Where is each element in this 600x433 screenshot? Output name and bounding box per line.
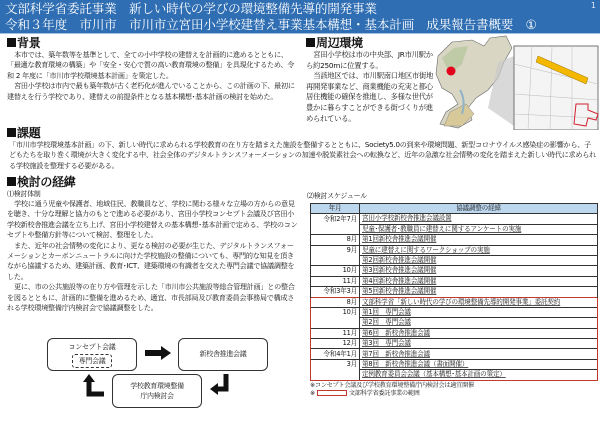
column-header-month: 年月 — [311, 204, 360, 214]
schedule-month-cell: 令和2年7月 — [311, 214, 360, 224]
schedule-row — [311, 266, 598, 276]
schedule-month-cell: 令和4年1月 — [311, 349, 360, 359]
issue-text: 「市川市学校環境基本計画」の下、新しい時代に求められる学校教育の在り方を踏まえた施設を整備するとともに、Society5.0の到来や環境問題、新型コロナウイルス感染症の影響から、子どもたちを取り巻く環境が大きく変化する中、社会全体のデジタルトランスフォーメーションの加速や脱炭素社会への転換など、近年の急激な社会情勢の変化を踏まえた新しい時代に求められる学校施設を整理する必要がある。 — [9, 140, 596, 170]
schedule-event-cell: 第1回 専門会議 — [360, 307, 598, 317]
schedule-table-body — [311, 214, 598, 380]
square-bullet-icon — [7, 128, 16, 137]
schedule-event-cell: 第7回 新校舎推進会議 — [360, 349, 598, 359]
city-map-south — [444, 104, 474, 126]
internal-review-label-2: 庁内検討会 — [140, 392, 174, 400]
schedule-event-cell: 児童に建替えに関するワークショップの実施 — [360, 245, 598, 255]
schedule-event-cell: 第1回新校舎推進会議開催 — [360, 235, 598, 245]
area-map-image — [432, 34, 600, 130]
schedule-row — [311, 370, 598, 380]
arrow-right-icon — [145, 346, 171, 360]
schedule-month-cell: 10月 — [311, 307, 360, 317]
schedule-row — [311, 359, 598, 369]
schedule-month-cell: 12月 — [311, 339, 360, 349]
page-number: 1 — [590, 1, 596, 10]
school-location-marker — [447, 67, 456, 76]
concept-meeting-box — [47, 338, 137, 371]
schedule-event-cell: 定例教育委員会会議（基本構想･基本計画の策定） — [360, 370, 598, 380]
concept-meeting-label: コンセプト会議 — [68, 343, 116, 351]
schedule-event-cell: 文部科学省「新しい時代の学びの環境整備先導的開発事業」委託契約 — [360, 297, 598, 307]
schedule-row — [311, 224, 598, 234]
schedule-row — [311, 349, 598, 359]
schedule-note-2: ※ 文部科学省委託事業の範囲 — [310, 389, 420, 397]
schedule-event-cell: 第3回新校舎推進会議開催 — [360, 266, 598, 276]
square-bullet-icon — [306, 38, 315, 47]
schedule-row — [311, 307, 598, 317]
schedule-event-cell: 第5回新校舎推進会議開催 — [360, 287, 598, 297]
schedule-month-cell — [311, 318, 360, 328]
schedule-note-1: ※コンセプト会議及び学校教育環境整備庁内検討会は適宜開催 — [310, 381, 474, 389]
promotion-meeting-box — [178, 338, 268, 371]
schedule-row — [311, 276, 598, 286]
history-heading: 検討の経緯 — [7, 176, 299, 189]
schedule-month-cell: 3月 — [311, 359, 360, 369]
history-paragraph-3: 更に、市の公共施設等の在り方や管理を示した「市川市公共施設等総合管理計画」との整合を図るとともに、計画的に整備を進めるため、適宜、市長部局及び教育委員会事務局で構成される学校環境整備庁内検討会で協議調整をした。 — [7, 282, 295, 313]
column-header-event: 協議調整の経緯 — [360, 204, 598, 214]
issue-heading: 課題 — [7, 127, 597, 140]
schedule-header-row — [311, 204, 598, 214]
schedule-month-cell — [311, 370, 360, 380]
arrow-down-left-icon — [210, 374, 234, 398]
schedule-row — [311, 297, 598, 307]
schedule-month-cell: 9月 — [311, 245, 360, 255]
schedule-event-cell: 第2回新校舎推進会議開催 — [360, 255, 598, 265]
schedule-month-cell: 11月 — [311, 276, 360, 286]
schedule-event-cell: 宮田小学校新校舎推進会議設置 — [360, 214, 598, 224]
schedule-row — [311, 235, 598, 245]
schedule-event-cell: 第2回 専門会議 — [360, 318, 598, 328]
schedule-event-cell: 第6回 新校舎推進会議 — [360, 328, 598, 338]
arrow-up-left-icon — [82, 374, 106, 398]
expert-meeting-box: 専門会議 — [72, 354, 113, 368]
background-heading: 背景 — [7, 37, 297, 50]
schedule-month-cell: 11月 — [311, 328, 360, 338]
schedule-section — [307, 192, 597, 399]
environment-paragraph-2: 当該地区では、市川駅南口地区市街地再開発事業など、商業機能の充実と都心居住機能の確保を推進し、多様な世代が豊かに暮らすことができる街づくりが進められている。 — [306, 71, 434, 123]
schedule-event-cell: 第8回 新校舎推進会議（書面開催） — [360, 359, 598, 369]
mext-range-legend-swatch — [317, 390, 347, 396]
schedule-row — [311, 339, 598, 349]
schedule-month-cell: 8月 — [311, 297, 360, 307]
schedule-month-cell: 令和3年3月 — [311, 287, 360, 297]
background-section — [7, 37, 297, 102]
header-title-line1: 文部科学省委託事業 新しい時代の学びの環境整備先導的開発事業 — [5, 1, 377, 16]
environment-heading: 周辺環境 — [306, 37, 434, 50]
schedule-table — [310, 203, 598, 381]
internal-review-box — [112, 374, 202, 408]
schedule-row — [311, 318, 598, 328]
page-header — [0, 0, 600, 33]
schedule-event-cell: 第3回 専門会議 — [360, 339, 598, 349]
schedule-month-cell — [311, 255, 360, 265]
background-paragraph-1: 本市では、築年数等を基準として、全ての小中学校の建替えを計画的に進めるとともに、「最適な教育環境の構築」や「安全・安心で質の高い教育環境の整備」を具現化するため、令和 2 年度に「市川市学校環境基本計画」を策定した。 — [7, 50, 295, 80]
history-section — [7, 176, 299, 313]
schedule-event-cell: 第4回新校舎推進会議開催 — [360, 276, 598, 286]
history-paragraph-2: また、近年の社会情勢の変化により、更なる検討の必要が生じた、デジタルトランスフォーメーションとカーボンニュートラルに向けた学校施設の整備についても、専門的な知見を頂きながら協議するため、建築計画、教育･ICT、建築環境の有識者を交えた専門会議で協議調整をした。 — [7, 240, 295, 281]
square-bullet-icon — [7, 177, 16, 186]
schedule-month-cell: 8月 — [311, 235, 360, 245]
internal-review-label-1: 学校教育環境整備 — [130, 382, 184, 390]
schedule-month-cell — [311, 224, 360, 234]
history-paragraph-1: 学校に通う児童や保護者、地域住民、教職員など、学校に関わる様々な立場の方からの意見を聴き、十分な理解と協力のもとで進める必要があり、宮田小学校コンセプト会議及び宮田小学校新校舎推進会議を立ち上げ、宮田小学校建替えの基本構想･基本計画で定める、学校のコンセプトや整備方針等について検討、整理をした。 — [7, 199, 298, 240]
meeting-structure-diagram — [40, 336, 280, 418]
issue-section — [7, 127, 597, 171]
history-subheading-structure: ⑴検討体制 — [7, 190, 41, 198]
square-bullet-icon — [7, 38, 16, 47]
schedule-event-cell: 児童･保護者･教職員に建替えに関するアンケートの実施 — [360, 224, 598, 234]
header-title-line2: 令和３年度 市川市 市川市立宮田小学校建替え事業基本構想・基本計画 成果報告書概要 ① — [5, 17, 537, 32]
schedule-title: ⑵検討スケジュール — [307, 192, 367, 200]
schedule-row — [311, 245, 598, 255]
background-paragraph-2: 宮田小学校は市内で最も築年数が古く老朽化が進んでいることから、この計画の下、最初に建替えを行う学校であり、建替えの前提条件となる基本構想･基本計画の検討を始めた。 — [7, 81, 295, 101]
schedule-row — [311, 287, 598, 297]
schedule-month-cell: 10月 — [311, 266, 360, 276]
schedule-row — [311, 214, 598, 224]
schedule-row — [311, 328, 598, 338]
environment-paragraph-1: 宮田小学校は市の中央部、JR市川駅から約250mに位置する。 — [306, 50, 433, 70]
environment-section — [306, 37, 434, 124]
schedule-row — [311, 255, 598, 265]
promotion-meeting-label: 新校舎推進会議 — [199, 350, 247, 358]
